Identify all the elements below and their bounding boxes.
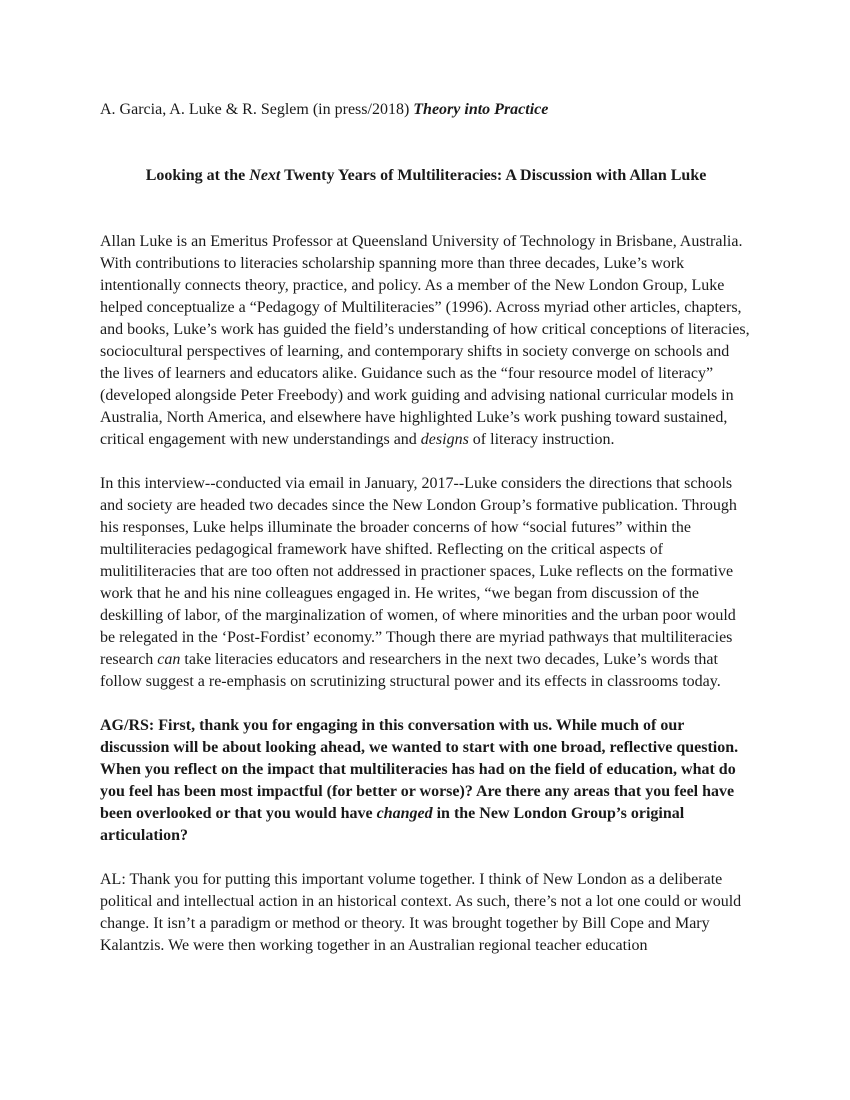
interview-text: In this interview--conducted via email in January, 2017--Luke considers the directions that schools and society are headed two decades since the New London Group’s formative publication. Through his responses, Luke helps illuminate the broader concerns of how “social futures” within the multiliteracies pedagogical framework have shifted. Reflecting on the critical aspects of mulitiliteracies that are too often not addressed in practioner spaces, Luke reflects on the formative work that he and his nine colleagues engaged in. He writes, “we began from discussion of the deskilling of labor, of the marginalization of women, of where minorities and the urban poor would be relegated in the ‘Post-Fordist’ economy.” Though there are myriad pathways that multiliteracies research — [100, 475, 737, 668]
article-title — [100, 165, 752, 187]
citation-authors: A. Garcia, A. Luke & R. Seglem (in press/2018) — [100, 101, 414, 118]
citation-journal: Theory into Practice — [413, 101, 549, 118]
title-after: Twenty Years of Multiliteracies: A Discussion with Allan Luke — [280, 167, 707, 184]
intro-emphasis: designs — [420, 431, 469, 448]
interview-emphasis: can — [157, 651, 181, 668]
answer-paragraph — [100, 869, 752, 957]
intro-paragraph — [100, 231, 752, 451]
answer-text: AL: Thank you for putting this important volume together. I think of New London as a deliberate political and intellectual action in an historical context. As such, there’s not a lot one could or would change. It isn’t a paradigm or method or theory. It was brought together by Bill Cope and Mary Kalantzis. We were then working together in an Australian regional teacher education — [100, 871, 742, 954]
title-before: Looking at the — [145, 167, 250, 184]
question-paragraph — [100, 715, 752, 847]
interview-paragraph — [100, 473, 752, 693]
citation-line — [100, 99, 752, 121]
document-body — [100, 99, 752, 957]
question-emphasis: changed — [376, 805, 433, 822]
question-text: AG/RS: First, thank you for engaging in this conversation with us. While much of our discussion will be about looking ahead, we wanted to start with one broad, reflective question. When you reflect on the impact that multiliteracies has had on the field of education, what do you feel has been most impactful (for better or worse)? Are there any areas that you feel have been overlooked or that you would have — [100, 717, 739, 822]
intro-text: Allan Luke is an Emeritus Professor at Queensland University of Technology in Brisbane, Australia. With contributions to literacies scholarship spanning more than three decades, Luke’s work intentionally connects theory, practice, and policy. As a member of the New London Group, Luke helped conceptualize a “Pedagogy of Multiliteracies” (1996). Across myriad other articles, chapters, and books, Luke’s work has guided the field’s understanding of how critical conceptions of literacies, sociocultural perspectives of learning, and contemporary shifts in society converge on schools and the lives of learners and educators alike. Guidance such as the “four resource model of literacy” (developed alongside Peter Freebody) and work guiding and advising national curricular models in Australia, North America, and elsewhere have highlighted Luke’s work pushing toward sustained, critical engagement with new understandings and — [100, 233, 750, 448]
intro-after: of literacy instruction. — [468, 431, 615, 448]
title-emphasis: Next — [249, 167, 281, 184]
interview-after: take literacies educators and researchers in the next two decades, Luke’s words that follow suggest a re-emphasis on scrutinizing structural power and its effects in classrooms today. — [100, 651, 721, 690]
question-after: in the New London Group’s original articulation? — [100, 805, 685, 844]
